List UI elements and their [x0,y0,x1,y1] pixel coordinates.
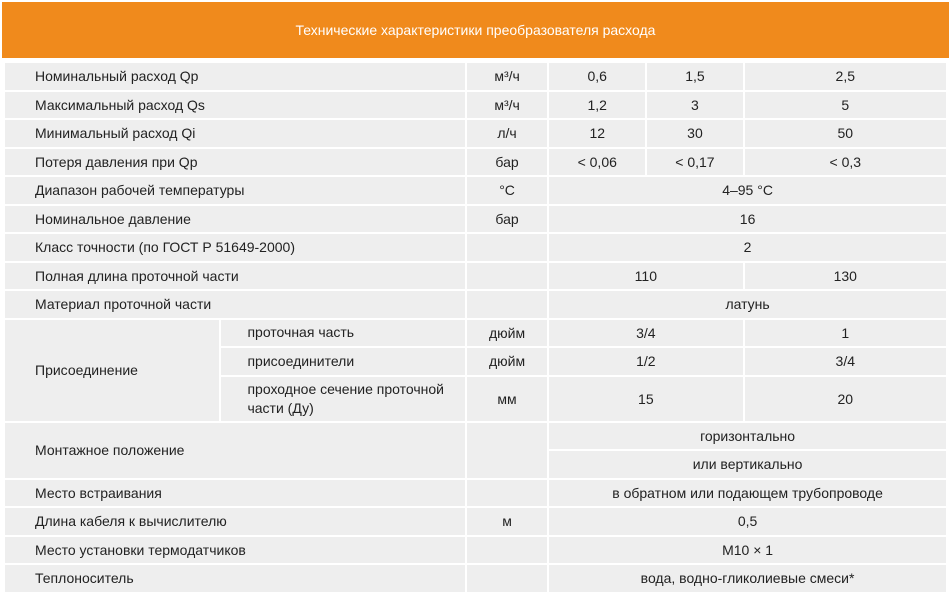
unit-cell: дюйм [467,320,547,347]
value-cell: 3 [647,92,742,119]
row-label: Класс точности (по ГОСТ Р 51649-2000) [5,234,465,261]
unit-cell: мм [467,377,547,421]
row-label: Материал проточной части [5,291,465,318]
unit-cell [467,423,547,478]
value-cell: 30 [647,120,742,147]
value-cell: < 0,3 [745,149,946,176]
table-row [5,565,946,592]
value-cell: 15 [549,377,742,421]
value-cell: 0,6 [549,63,645,90]
value-cell: 2 [549,234,946,261]
unit-cell [467,263,547,290]
row-label: Диапазон рабочей температуры [5,177,465,204]
value-cell: < 0,17 [647,149,742,176]
table-row [5,63,946,90]
table-title: Технические характеристики преобразователя расхода [2,2,949,58]
value-cell: 1,5 [647,63,742,90]
table-row [5,480,946,507]
unit-cell [467,291,547,318]
row-label: Потеря давления при Qp [5,149,465,176]
value-cell: 20 [745,377,946,421]
value-cell: 4–95 °С [549,177,946,204]
table-row [5,177,946,204]
unit-cell: дюйм [467,348,547,375]
table-row [5,92,946,119]
value-cell: или вертикально [549,451,946,478]
sub-row-label: проходное сечение проточной части (Ду) [221,377,465,421]
unit-cell: °С [467,177,547,204]
row-label: Присоединение [5,320,219,421]
row-label: Монтажное положение [5,423,465,478]
unit-cell [467,480,547,507]
unit-cell: м [467,508,547,535]
value-cell: вода, водно-гликолиевые смеси* [549,565,946,592]
row-label: Минимальный расход Qi [5,120,465,147]
value-cell: 50 [745,120,946,147]
value-cell: 16 [549,206,946,233]
specifications-table [3,61,948,594]
sub-row-label: проточная часть [221,320,465,347]
value-cell: 3/4 [745,348,946,375]
row-label: Место установки термодатчиков [5,537,465,564]
value-cell: М10 × 1 [549,537,946,564]
table-row [5,149,946,176]
value-cell: горизонтально [549,423,946,450]
unit-cell: м³/ч [467,92,547,119]
value-cell: 1,2 [549,92,645,119]
value-cell: в обратном или подающем трубопроводе [549,480,946,507]
value-cell: 5 [745,92,946,119]
row-label: Длина кабеля к вычислителю [5,508,465,535]
row-label: Максимальный расход Qs [5,92,465,119]
unit-cell: м³/ч [467,63,547,90]
unit-cell [467,234,547,261]
value-cell: 1 [745,320,946,347]
value-cell: 12 [549,120,645,147]
table-row [5,423,946,450]
table-row [5,206,946,233]
unit-cell: л/ч [467,120,547,147]
value-cell: < 0,06 [549,149,645,176]
value-cell: 0,5 [549,508,946,535]
row-label: Теплоноситель [5,565,465,592]
unit-cell: бар [467,206,547,233]
table-row [5,508,946,535]
row-label: Номинальное давление [5,206,465,233]
value-cell: 2,5 [745,63,946,90]
table-row [5,537,946,564]
table-row [5,120,946,147]
value-cell: 110 [549,263,742,290]
value-cell: латунь [549,291,946,318]
table-row [5,263,946,290]
unit-cell [467,565,547,592]
table-row [5,234,946,261]
sub-row-label: присоединители [221,348,465,375]
row-label: Полная длина проточной части [5,263,465,290]
row-label: Номинальный расход Qp [5,63,465,90]
table-row [5,320,946,347]
value-cell: 130 [745,263,946,290]
unit-cell [467,537,547,564]
row-label: Место встраивания [5,480,465,507]
unit-cell: бар [467,149,547,176]
value-cell: 3/4 [549,320,742,347]
table-row [5,291,946,318]
value-cell: 1/2 [549,348,742,375]
